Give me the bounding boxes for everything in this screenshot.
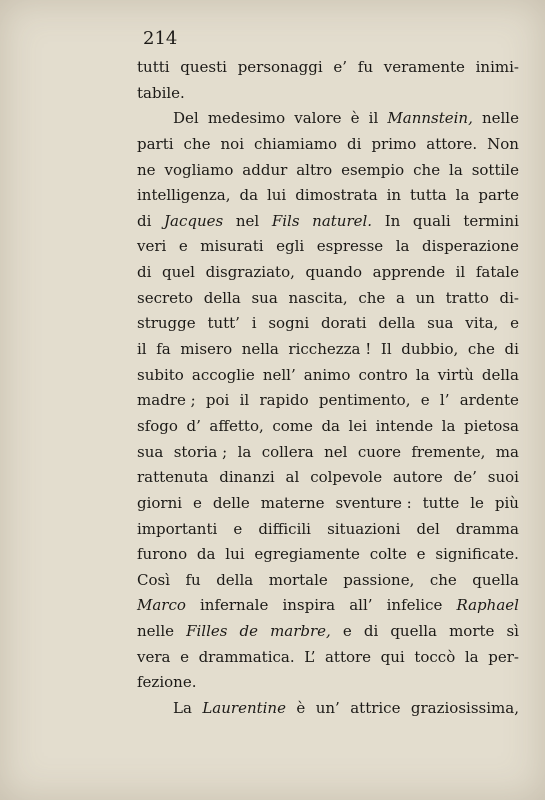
word: che <box>413 160 441 179</box>
italic-word: Jacques <box>164 211 224 230</box>
word: tabile. <box>137 83 185 102</box>
word: graziosissima, <box>410 699 519 718</box>
word: furono <box>137 545 188 564</box>
word: che <box>429 570 457 589</box>
word: apprende <box>372 263 445 282</box>
word: veri <box>137 237 167 256</box>
word: lui <box>266 186 287 205</box>
word: vita, <box>465 314 499 333</box>
word: ardente <box>459 391 519 410</box>
word: in <box>386 186 402 205</box>
word: intende <box>375 416 434 435</box>
word: affetto, <box>209 416 264 435</box>
word: la <box>415 365 430 384</box>
word: difficili <box>258 519 311 538</box>
word: fremente, <box>411 442 486 461</box>
word: virtù <box>437 365 474 384</box>
word: le <box>470 493 484 512</box>
text-line <box>137 568 519 594</box>
word: nel <box>324 442 348 461</box>
word: contro <box>358 365 408 384</box>
word: da <box>196 545 216 564</box>
word: vera <box>137 647 171 666</box>
word: nascita, <box>288 288 348 307</box>
word: sogni <box>268 314 310 333</box>
word: disperazione <box>421 237 519 256</box>
word: della <box>481 365 519 384</box>
word: nelle <box>137 622 175 641</box>
word: e <box>193 493 202 512</box>
word: dinanzi <box>219 468 275 487</box>
word: Non <box>487 134 519 153</box>
word: che <box>467 340 495 359</box>
word: un <box>415 288 435 307</box>
word: toccò <box>414 647 456 666</box>
word: il <box>239 391 250 410</box>
word: autore <box>392 468 443 487</box>
word: In <box>384 211 401 230</box>
word: e’ <box>333 58 348 76</box>
word: quella <box>472 570 519 589</box>
word: il <box>368 109 379 128</box>
word: dramma <box>455 519 519 538</box>
word: inimi- <box>475 58 519 76</box>
text-line <box>137 388 519 414</box>
text-line <box>137 363 519 389</box>
word: noi <box>220 134 244 153</box>
word: chiamiamo <box>254 134 338 153</box>
italic-word: marbre, <box>270 622 331 641</box>
word: della <box>203 288 241 307</box>
word: è <box>296 699 306 718</box>
word: parte <box>478 186 519 205</box>
word: sventure : <box>335 493 412 512</box>
word: termini <box>463 211 519 230</box>
text-line <box>137 491 519 517</box>
text-line <box>137 670 519 696</box>
word: di <box>137 263 152 282</box>
text-line <box>137 593 519 619</box>
word: altro <box>296 160 333 179</box>
text-line <box>137 81 519 107</box>
word: significate. <box>435 545 519 564</box>
word: e <box>178 237 188 256</box>
italic-word: Fils <box>271 211 300 230</box>
word: egregiamente <box>254 545 360 564</box>
word: e <box>233 519 243 538</box>
word: della <box>378 314 416 333</box>
word: fu <box>357 58 374 76</box>
text-line <box>137 234 519 260</box>
text-line <box>137 183 519 209</box>
word: morte <box>449 622 495 641</box>
text-line <box>137 465 519 491</box>
word: sua <box>251 288 278 307</box>
page-number: 214 <box>143 28 178 49</box>
word: suoi <box>487 468 519 487</box>
italic-word: Marco <box>137 596 186 615</box>
word: primo <box>371 134 417 153</box>
word: tratto <box>445 288 489 307</box>
word: d’ <box>186 416 201 435</box>
word: questi <box>180 58 227 76</box>
word: la <box>464 647 479 666</box>
word: colpevole <box>310 468 383 487</box>
word: nell’ <box>262 365 296 384</box>
text-line <box>137 209 519 235</box>
word: dimostrata <box>295 186 378 205</box>
word: tutte <box>422 493 460 512</box>
text-line <box>137 337 519 363</box>
word: dorati <box>320 314 367 333</box>
word: la <box>395 237 410 256</box>
word: l’ <box>439 391 450 410</box>
word: infelice <box>386 596 443 615</box>
word: valore <box>294 109 342 128</box>
italic-word: naturel. <box>312 211 373 230</box>
word: subito <box>137 365 184 384</box>
italic-word: Laurentine <box>202 699 286 718</box>
word: più <box>494 493 519 512</box>
word: la <box>449 160 463 179</box>
word: rapido <box>259 391 309 410</box>
word: qui <box>380 647 405 666</box>
word: parti <box>137 134 174 153</box>
word: tutt’ <box>207 314 240 333</box>
word: lei <box>348 416 368 435</box>
text-line <box>137 414 519 440</box>
word: all’ <box>349 596 373 615</box>
word: sottile <box>471 160 519 179</box>
word: nella <box>241 340 279 359</box>
word: quella <box>390 622 437 641</box>
word: e <box>510 314 519 333</box>
word: fatale <box>475 263 519 282</box>
word: sì <box>506 622 519 641</box>
text-line <box>137 158 519 184</box>
word: attore <box>324 647 372 666</box>
word: ricchezza ! <box>288 340 372 359</box>
word: secreto <box>137 288 194 307</box>
word: veramente <box>383 58 465 76</box>
word: ne <box>137 160 156 179</box>
word: per- <box>488 647 519 666</box>
text-line <box>137 132 519 158</box>
word: pietosa <box>463 416 519 435</box>
word: i <box>251 314 257 333</box>
text-line <box>137 286 519 312</box>
word: storia ; <box>173 442 228 461</box>
word: sua <box>427 314 454 333</box>
word: da <box>321 416 340 435</box>
word: il <box>137 340 147 359</box>
word: di <box>363 622 379 641</box>
word: che <box>358 288 386 307</box>
word: poi <box>205 391 230 410</box>
word: nel <box>235 211 260 230</box>
italic-word: Raphael <box>456 596 519 615</box>
word: ma <box>495 442 519 461</box>
word: al <box>285 468 300 487</box>
word: personaggi <box>237 58 323 76</box>
word: tutta <box>410 186 447 205</box>
word: Il <box>380 340 392 359</box>
word: importanti <box>137 519 218 538</box>
word: L’ <box>304 647 316 666</box>
text-line <box>137 517 519 543</box>
word: la <box>237 442 252 461</box>
word: animo <box>303 365 351 384</box>
word: egli <box>276 237 305 256</box>
word: di <box>137 211 152 230</box>
word: e <box>416 545 426 564</box>
word: inspira <box>282 596 336 615</box>
word: è <box>350 109 360 128</box>
word: fu <box>185 570 201 589</box>
word: da <box>239 186 259 205</box>
word: infernale <box>200 596 269 615</box>
word: sua <box>137 442 164 461</box>
word: quali <box>412 211 451 230</box>
body-text <box>137 55 519 722</box>
word: passione, <box>343 570 415 589</box>
word: nelle <box>481 109 519 128</box>
word: la <box>441 416 456 435</box>
word: drammatica. <box>198 647 295 666</box>
word: e <box>342 622 352 641</box>
word: e <box>180 647 189 666</box>
word: colte <box>369 545 407 564</box>
word: de’ <box>453 468 477 487</box>
word: Così <box>137 570 171 589</box>
word: il <box>455 263 466 282</box>
word: dubbio, <box>401 340 459 359</box>
word: materne <box>260 493 325 512</box>
word: e <box>420 391 430 410</box>
word: di <box>347 134 362 153</box>
italic-word: Filles <box>186 622 228 641</box>
word: vogliamo <box>164 160 234 179</box>
word: espresse <box>316 237 384 256</box>
word: quel <box>162 263 195 282</box>
word: lui <box>225 545 245 564</box>
italic-word: de <box>239 622 258 641</box>
word: collera <box>261 442 314 461</box>
word: attore. <box>426 134 478 153</box>
word: un’ <box>315 699 340 718</box>
word: a <box>396 288 405 307</box>
text-line <box>137 542 519 568</box>
text-line <box>137 696 519 722</box>
word: la <box>455 186 470 205</box>
word: quando <box>305 263 363 282</box>
word: misero <box>180 340 233 359</box>
text-line <box>137 619 519 645</box>
word: Del <box>173 109 199 128</box>
word: misurati <box>200 237 264 256</box>
word: che <box>183 134 211 153</box>
word: addur <box>242 160 288 179</box>
word: della <box>216 570 254 589</box>
word: tutti <box>137 58 170 76</box>
word: di <box>504 340 519 359</box>
word: rattenuta <box>137 468 209 487</box>
word: strugge <box>137 314 196 333</box>
word: attrice <box>350 699 401 718</box>
word: sfogo <box>137 416 178 435</box>
word: disgraziato, <box>205 263 295 282</box>
word: medesimo <box>207 109 286 128</box>
text-line <box>137 55 519 81</box>
word: giorni <box>137 493 183 512</box>
word: mortale <box>268 570 328 589</box>
word: situazioni <box>327 519 401 538</box>
word: fa <box>156 340 171 359</box>
word: del <box>416 519 440 538</box>
word: La <box>173 699 192 718</box>
text-line <box>137 260 519 286</box>
word: accoglie <box>191 365 255 384</box>
word: delle <box>212 493 250 512</box>
word: di- <box>499 288 519 307</box>
word: pentimento, <box>318 391 411 410</box>
italic-word: Mannstein, <box>387 109 473 128</box>
text-line <box>137 106 519 132</box>
word: fezione. <box>137 673 197 692</box>
word: esempio <box>341 160 405 179</box>
word: come <box>272 416 313 435</box>
word: cuore <box>357 442 401 461</box>
text-line <box>137 645 519 671</box>
text-line <box>137 440 519 466</box>
text-line <box>137 311 519 337</box>
word: madre ; <box>137 391 196 410</box>
word: intelligenza, <box>137 186 231 205</box>
